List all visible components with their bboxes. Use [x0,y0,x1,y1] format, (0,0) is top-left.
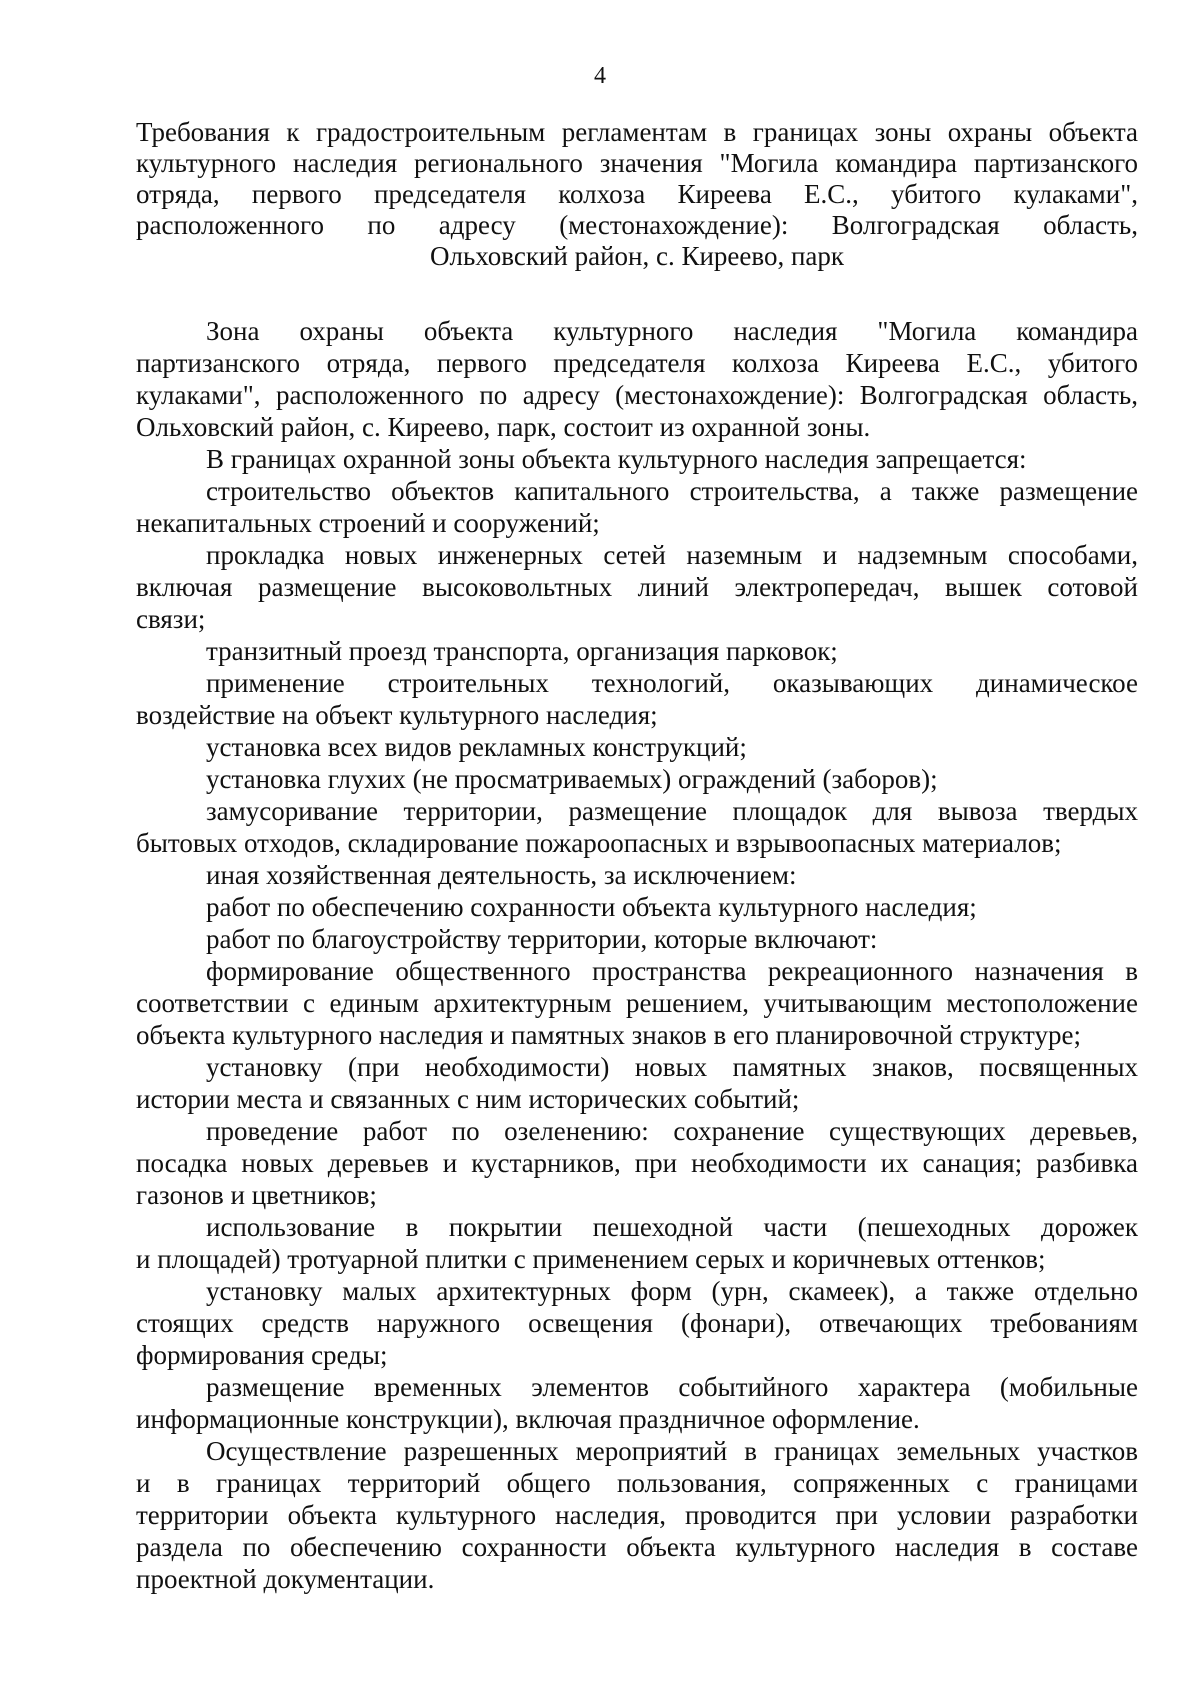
paragraph-line: строительство объектов капитального строительства, а также размещение [206,476,1138,506]
paragraph [136,891,1138,923]
paragraph-line: стоящих средств наружного освещения (фонари), отвечающих требованиям [136,1308,1138,1338]
paragraph [136,635,1138,667]
paragraph-line: формирование общественного пространства рекреационного назначения в [206,956,1138,986]
paragraph-line: работ по обеспечению сохранности объекта культурного наследия; [206,892,977,922]
paragraph-line: использование в покрытии пешеходной части (пешеходных дорожек [206,1212,1138,1242]
paragraph [136,1051,1138,1115]
paragraph-line: Зона охраны объекта культурного наследия "Могила командира [206,316,1138,346]
title-line: Ольховский район, с. Киреево, парк [429,241,844,271]
paragraph-line: размещение временных элементов событийного характера (мобильные [206,1372,1138,1402]
paragraph-line: территории объекта культурного наследия, проводится при условии разработки [136,1500,1138,1530]
paragraph [136,443,1138,475]
paragraph [136,1115,1138,1211]
document-body [136,315,1138,1595]
paragraph-line: газонов и цветников; [136,1180,377,1210]
paragraph-line: установка глухих (не просматриваемых) ограждений (заборов); [206,764,938,794]
paragraph-line: соответствии с единым архитектурным решением, учитывающим местоположение [136,988,1138,1018]
paragraph-line: Осуществление разрешенных мероприятий в границах земельных участков [206,1436,1138,1466]
paragraph-line: кулаками", расположенного по адресу (местонахождение): Волгоградская область, [136,380,1138,410]
title-line: Требования к градостроительным регламентам в границах зоны охраны объекта [136,117,1138,147]
paragraph-line: прокладка новых инженерных сетей наземным и надземным способами, [206,540,1138,570]
paragraph [136,1275,1138,1371]
title-line: культурного наследия регионального значения "Могила командира партизанского [136,148,1138,178]
paragraph [136,731,1138,763]
title-line: расположенного по адресу (местонахождение): Волгоградская область, [136,210,1138,240]
paragraph-line: транзитный проезд транспорта, организация парковок; [206,636,838,666]
paragraph-line: посадка новых деревьев и кустарников, при необходимости их санация; разбивка [136,1148,1138,1178]
paragraph [136,1435,1138,1595]
paragraph-line: включая размещение высоковольтных линий электропередач, вышек сотовой [136,572,1138,602]
paragraph-line: В границах охранной зоны объекта культурного наследия запрещается: [206,444,1027,474]
paragraph [136,955,1138,1051]
paragraph-line: установку малых архитектурных форм (урн, скамеек), а также отдельно [206,1276,1138,1306]
page-number: 4 [594,63,606,89]
paragraph-line: проведение работ по озеленению: сохранение существующих деревьев, [206,1116,1138,1146]
paragraph [136,475,1138,539]
paragraph [136,859,1138,891]
paragraph-line: иная хозяйственная деятельность, за исключением: [206,860,797,890]
paragraph [136,1371,1138,1435]
paragraph-line: Ольховский район, с. Киреево, парк, состоит из охранной зоны. [136,412,871,442]
paragraph [136,923,1138,955]
paragraph-line: бытовых отходов, складирование пожароопасных и взрывоопасных материалов; [136,828,1062,858]
title-line: отряда, первого председателя колхоза Киреева Е.С., убитого кулаками", [136,179,1138,209]
paragraph [136,795,1138,859]
paragraph-line: партизанского отряда, первого председателя колхоза Киреева Е.С., убитого [136,348,1138,378]
paragraph-line: раздела по обеспечению сохранности объекта культурного наследия в составе [136,1532,1138,1562]
document-title [136,117,1138,272]
paragraph [136,763,1138,795]
paragraph-line: замусоривание территории, размещение площадок для вывоза твердых [206,796,1138,826]
paragraph-line: объекта культурного наследия и памятных знаков в его планировочной структуре; [136,1020,1081,1050]
paragraph-line: воздействие на объект культурного наследия; [136,700,658,730]
paragraph [136,667,1138,731]
paragraph-line: некапитальных строений и сооружений; [136,508,600,538]
paragraph [136,1211,1138,1275]
paragraph-line: применение строительных технологий, оказывающих динамическое [206,668,1138,698]
paragraph-line: проектной документации. [136,1564,435,1594]
paragraph-line: работ по благоустройству территории, которые включают: [206,924,878,954]
paragraph-line: установку (при необходимости) новых памятных знаков, посвященных [206,1052,1138,1082]
paragraph-line: связи; [136,604,206,634]
paragraph-line: формирования среды; [136,1340,388,1370]
paragraph-line: установка всех видов рекламных конструкций; [206,732,747,762]
paragraph-line: истории места и связанных с ним исторических событий; [136,1084,800,1114]
paragraph [136,315,1138,443]
paragraph-line: и в границах территорий общего пользования, сопряженных с границами [136,1468,1138,1498]
paragraph-line: и площадей) тротуарной плитки с применением серых и коричневых оттенков; [136,1244,1046,1274]
paragraph-line: информационные конструкции), включая праздничное оформление. [136,1404,920,1434]
paragraph [136,539,1138,635]
